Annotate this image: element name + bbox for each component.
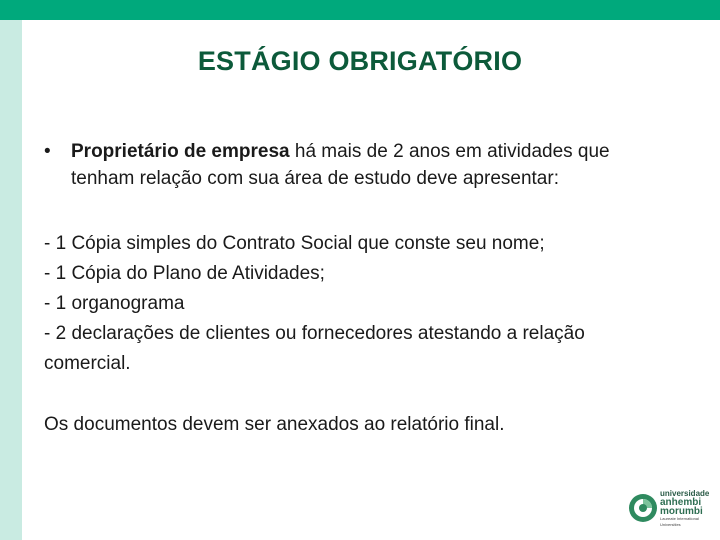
bullet-rest-text: há mais de 2 anos em atividades que tenham relação com sua área de estudo deve apresentar: [71, 141, 610, 189]
bullet-paragraph [44, 138, 664, 192]
bullet-row [44, 138, 664, 192]
logo-line-3: morumbi [660, 505, 703, 517]
slide-title: ESTÁGIO OBRIGATÓRIO [197, 46, 523, 76]
document-list [44, 229, 664, 379]
top-accent-bar [0, 0, 720, 20]
document-item: - 2 declarações de clientes ou fornecedores atestando a relação comercial. [44, 323, 585, 374]
university-logo [628, 486, 712, 530]
logo-wordmark [660, 489, 712, 528]
logo-line-4: Laureate International Universities [660, 515, 699, 527]
logo-line-2: anhembi [660, 496, 702, 508]
bullet-bold-lead: Proprietário de empresa [71, 141, 290, 162]
document-item: - 1 Cópia simples do Contrato Social que conste seu nome; [44, 233, 545, 254]
logo-mark-icon [628, 493, 658, 523]
closing-note: Os documentos devem ser anexados ao relatório final. [44, 414, 505, 435]
document-item: - 1 organograma [44, 293, 185, 314]
bullet-marker: • [44, 141, 51, 162]
document-item: - 1 Cópia do Plano de Atividades; [44, 263, 325, 284]
left-accent-strip [0, 20, 22, 540]
logo-line-1: universidade [660, 488, 710, 498]
bullet-text [71, 138, 664, 192]
